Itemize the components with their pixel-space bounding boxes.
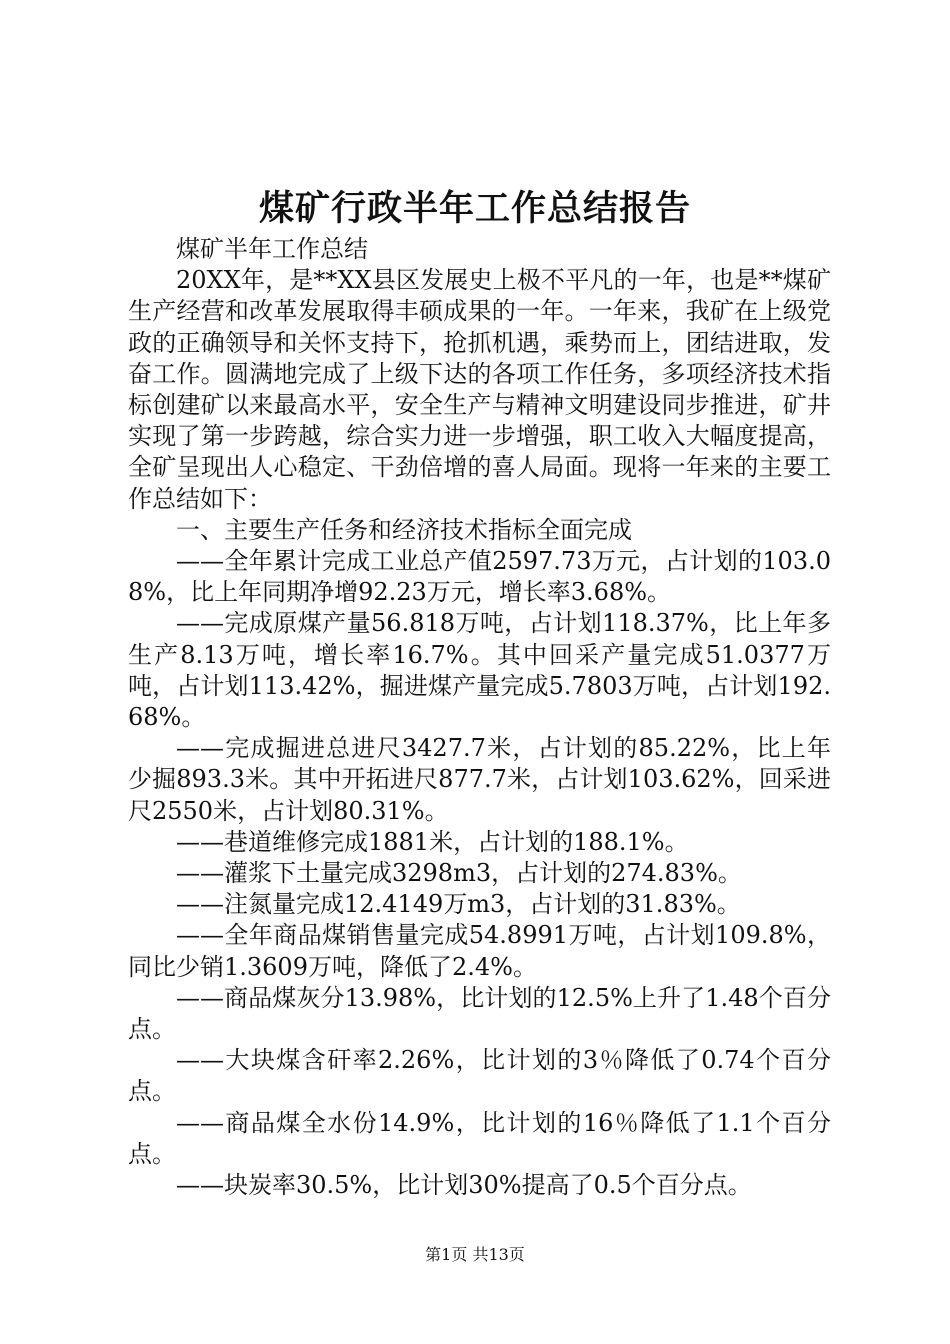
indicator-roadway-repair: ——巷道维修完成1881米，占计划的188.1%。 [176, 827, 689, 856]
indicator-raw-coal: ——完成原煤产量56.818万吨，占计划118.37%，比上年多生产8.13万吨，增长率16.7%。其中回采产量完成51.0377万吨，占计划113.42%，掘进煤产量完成5.7803万吨，占计划192.68%。 [128, 609, 831, 732]
document-title: 煤矿行政半年工作总结报告 [258, 188, 691, 229]
indicator-tunneling: ——完成掘进总进尺3427.7米，占计划的85.22%，比上年少掘893.3米。其中开拓进尺877.7米，占计划103.62%，回采进尺2550米，占计划80.31%。 [128, 734, 831, 825]
intro-paragraph: 20XX年，是**XX县区发展史上极不平凡的一年，也是**煤矿生产经营和改革发展取得丰硕成果的一年。一年来，我矿在上级党政的正确领导和关怀支持下，抢抓机遇，乘势而上，团结进取，发奋工作。圆满地完成了上级下达的各项工作任务，多项经济技术指标创建矿以来最高水平，安全生产与精神文明建设同步推进，矿井实现了第一步跨越，综合实力进一步增强，职工收入大幅度提高，全矿呈现出人心稳定、干劲倍增的喜人局面。现将一年来的主要工作总结如下： [128, 266, 831, 513]
indicator-ash: ——商品煤灰分13.98%，比计划的12.5%上升了1.48个百分点。 [128, 983, 831, 1044]
document-body [128, 234, 831, 1201]
page-number: 第1页 共13页 [425, 1245, 525, 1264]
indicator-gangue: ——大块煤含矸率2.26%，比计划的3％降低了0.74个百分点。 [128, 1046, 831, 1106]
indicator-sales: ——全年商品煤销售量完成54.8991万吨，占计划109.8%，同比少销1.3609万吨，降低了2.4%。 [128, 921, 831, 981]
indicator-moisture: ——商品煤全水份14.9%，比计划的16％降低了1.1个百分点。 [128, 1108, 831, 1168]
indicator-nitrogen: ——注氮量完成12.4149万m3，占计划的31.83%。 [176, 890, 741, 919]
section-heading: 一、主要生产任务和经济技术指标全面完成 [176, 515, 632, 544]
indicator-output-value: ——全年累计完成工业总产值2597.73万元，占计划的103.08%，比上年同期净增92.23万元，增长率3.68%。 [128, 547, 831, 607]
section-subtitle: 煤矿半年工作总结 [176, 235, 368, 263]
indicator-grouting: ——灌浆下土量完成3298m3，占计划的274.83%。 [176, 859, 742, 888]
indicator-lump-rate: ——块炭率30.5%，比计划30%提高了0.5个百分点。 [176, 1171, 752, 1200]
